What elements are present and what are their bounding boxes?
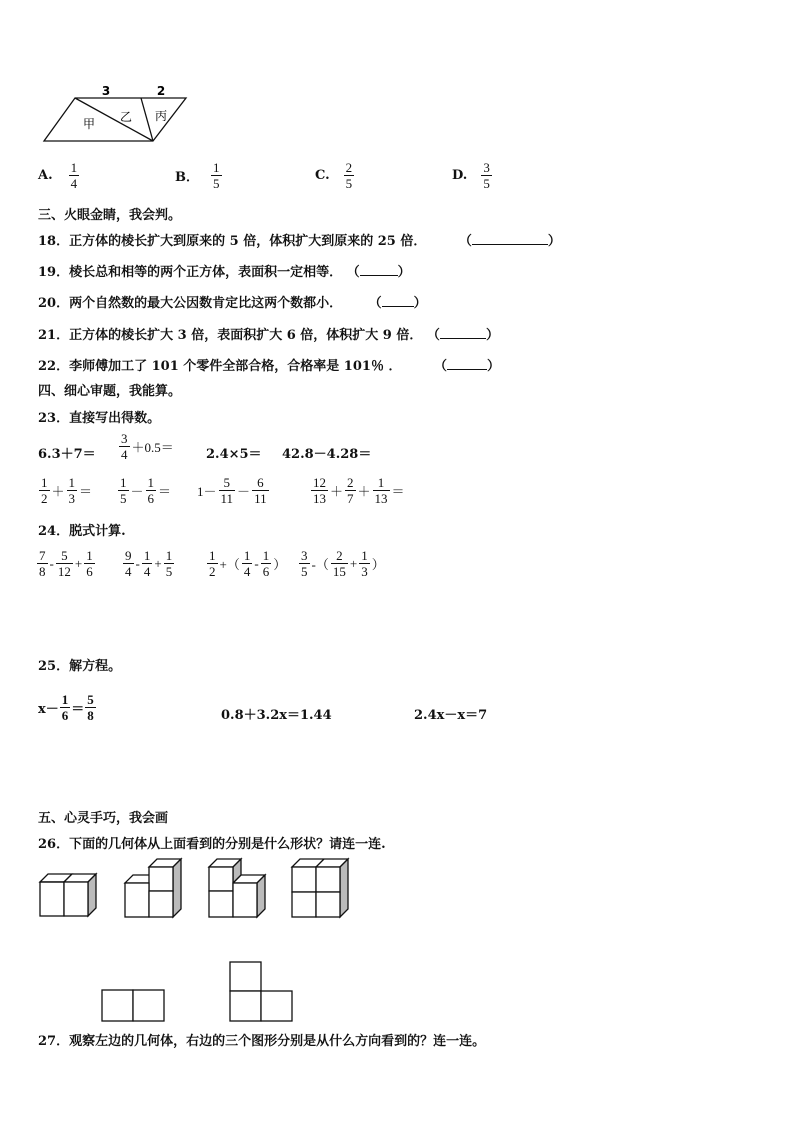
equals: ＝ [158,484,172,499]
frac-den: 13 [313,491,326,506]
calc-23-2 [118,431,175,462]
operator: ＋ [330,484,344,499]
frac-den: 2 [209,564,216,579]
equals: ＝ [391,484,405,499]
equation-25-1 [38,692,97,723]
choice-letter: D. [452,168,468,183]
frac-den: 11 [254,491,267,506]
answer-blank[interactable] [440,328,486,339]
operator: + [154,555,162,571]
paren-open: （ [458,234,472,249]
operator: +（ [219,557,240,572]
calc-24-1 [36,548,96,579]
operator: -（ [311,557,329,572]
choice-a[interactable] [38,160,80,191]
operator: － [130,484,144,499]
answer-blank[interactable] [447,359,487,370]
frac-den: 6 [61,708,69,723]
question-text: 18．正方体的棱长扩大到原来的 5 倍，体积扩大到原来的 25 倍． [38,234,427,249]
choice-den: 5 [345,176,353,191]
section-4-title: 四、细心审题，我能算。 [38,384,182,399]
question-23-title: 23．直接写出得数。 [38,411,161,426]
calc-23-5 [38,475,93,506]
figure-region-jia: 甲 [83,117,96,131]
frac-den: 3 [361,564,368,579]
frac-num: 1 [243,548,251,563]
top-view-shape-2[interactable] [228,960,294,1024]
frac-den: 4 [243,564,251,579]
frac-den: 15 [332,564,346,579]
frac-den: 6 [262,564,270,579]
calc-24-2 [122,548,175,579]
figure-label-2: 2 [156,84,166,98]
calc-23-7 [196,475,270,506]
paren-open: （ [434,359,448,374]
paren-open: （ [346,265,360,280]
choice-b[interactable] [175,160,223,191]
question-18 [38,230,561,249]
expr-prefix: 1－ [197,484,217,499]
frac-num: 1 [209,548,216,563]
frac-num: 1 [86,548,93,563]
question-21 [38,324,499,343]
paren-close: ） [273,557,287,572]
choice-den: 4 [70,176,78,191]
frac-den: 6 [147,491,155,506]
frac-num: 12 [313,475,326,490]
frac-num: 1 [165,548,173,563]
equation-25-3: 2.4x－x＝7 [414,708,488,723]
operator: - [135,555,140,571]
parallelogram-figure [40,84,190,146]
choice-letter: A. [38,168,53,183]
choice-den: 5 [213,176,220,191]
frac-den: 11 [220,491,234,506]
paren-close: ） [371,557,385,572]
cube-solid-1 [36,870,102,918]
calc-23-3: 2.4×5＝ [206,447,262,462]
calc-23-4: 42.8－4.28＝ [282,447,372,462]
frac-den: 5 [165,564,173,579]
calc-23-8 [310,475,406,506]
operator: ＋ [51,484,65,499]
frac-den: 6 [86,564,93,579]
answer-blank[interactable] [472,234,548,245]
choice-num: 1 [213,160,220,175]
frac-num: 2 [347,475,354,490]
paren-close: ） [397,265,411,280]
paren-close: ） [487,359,501,374]
question-27-title: 27．观察左边的几何体，右边的三个图形分别是从什么方向看到的？连一连。 [38,1034,486,1049]
question-25-title: 25．解方程。 [38,659,122,674]
operator: - [49,555,54,571]
paren-close: ） [413,296,427,311]
paren-open: （ [426,328,440,343]
calc-24-3 [206,548,287,579]
paren-close: ） [485,328,499,343]
frac-den: 12 [57,564,71,579]
answer-blank[interactable] [360,265,398,276]
cube-solid-4 [288,855,354,919]
choice-num: 1 [70,160,78,175]
calc-23-1: 6.3＋7＝ [38,447,96,462]
calc-23-6 [117,475,172,506]
frac-num: 1 [262,548,270,563]
operator: + [349,555,358,571]
cube-solid-2 [121,855,187,919]
figure-label-3: 3 [101,84,111,98]
frac-den: 5 [120,491,127,506]
frac-num: 5 [223,475,231,490]
operator: － [237,484,251,499]
choice-letter: C. [315,168,330,183]
question-text: 21．正方体的棱长扩大 3 倍，表面积扩大 6 倍，体积扩大 9 倍． [38,328,423,343]
choice-num: 2 [345,160,353,175]
frac-num: 5 [61,548,68,563]
frac-num: 5 [87,692,94,707]
paren-close: ） [547,234,561,249]
frac-num: 1 [41,475,48,490]
equation-25-2: 0.8＋3.2x＝1.44 [221,708,332,723]
operator: + [74,555,83,571]
cube-solid-3 [205,855,271,919]
question-text: 19．棱长总和相等的两个正方体，表面积一定相等． [38,265,343,280]
frac-den: 2 [41,491,48,506]
frac-num: 1 [61,692,69,707]
question-19 [38,261,411,280]
choice-c[interactable] [315,160,355,191]
frac-num: 1 [361,548,368,563]
frac-den: 5 [301,564,308,579]
expr-prefix: x－ [38,702,59,717]
frac-den: 4 [143,564,151,579]
frac-num: 1 [68,475,76,490]
frac-den: 3 [68,491,76,506]
section-5-title: 五、心灵手巧，我会画 [38,811,169,826]
frac-den: 7 [347,491,354,506]
question-26-title: 26．下面的几何体从上面看到的分别是什么形状？请连一连. [38,837,386,852]
frac-num: 2 [336,548,343,563]
frac-num: 1 [120,475,127,490]
equals: ＝ [79,484,93,499]
frac-num: 6 [257,475,264,490]
frac-den: 8 [39,564,46,579]
figure-region-bing: 丙 [155,109,168,123]
expr-rest: ＋0.5＝ [131,440,174,455]
question-20 [38,292,427,311]
top-view-shape-1[interactable] [100,988,166,1024]
frac-num: 3 [121,431,128,446]
frac-num: 1 [377,475,385,490]
frac-num: 1 [143,548,151,563]
question-text: 22．李师傅加工了 101 个零件全部合格，合格率是 101％ ． [38,359,402,374]
figure-region-yi: 乙 [120,110,133,124]
question-text: 20．两个自然数的最大公因数肯定比这两个数都小． [38,296,343,311]
paren-open: （ [368,296,382,311]
frac-num: 7 [39,548,46,563]
frac-den: 8 [87,708,94,723]
section-3-title: 三、火眼金睛，我会判。 [38,208,182,223]
choice-d[interactable] [452,160,493,191]
frac-num: 3 [301,548,308,563]
answer-blank[interactable] [382,296,414,307]
frac-den: 4 [121,447,128,462]
choice-den: 5 [483,176,490,191]
question-22 [38,355,500,374]
frac-num: 9 [125,548,132,563]
choice-num: 3 [483,160,490,175]
frac-num: 1 [147,475,155,490]
equals: ＝ [71,702,85,717]
operator: ＋ [357,484,371,499]
calc-24-4 [298,548,386,579]
frac-den: 13 [374,491,388,506]
operator: - [254,555,259,571]
frac-den: 4 [125,564,132,579]
choice-letter: B． [175,170,199,185]
question-24-title: 24．脱式计算. [38,524,126,539]
